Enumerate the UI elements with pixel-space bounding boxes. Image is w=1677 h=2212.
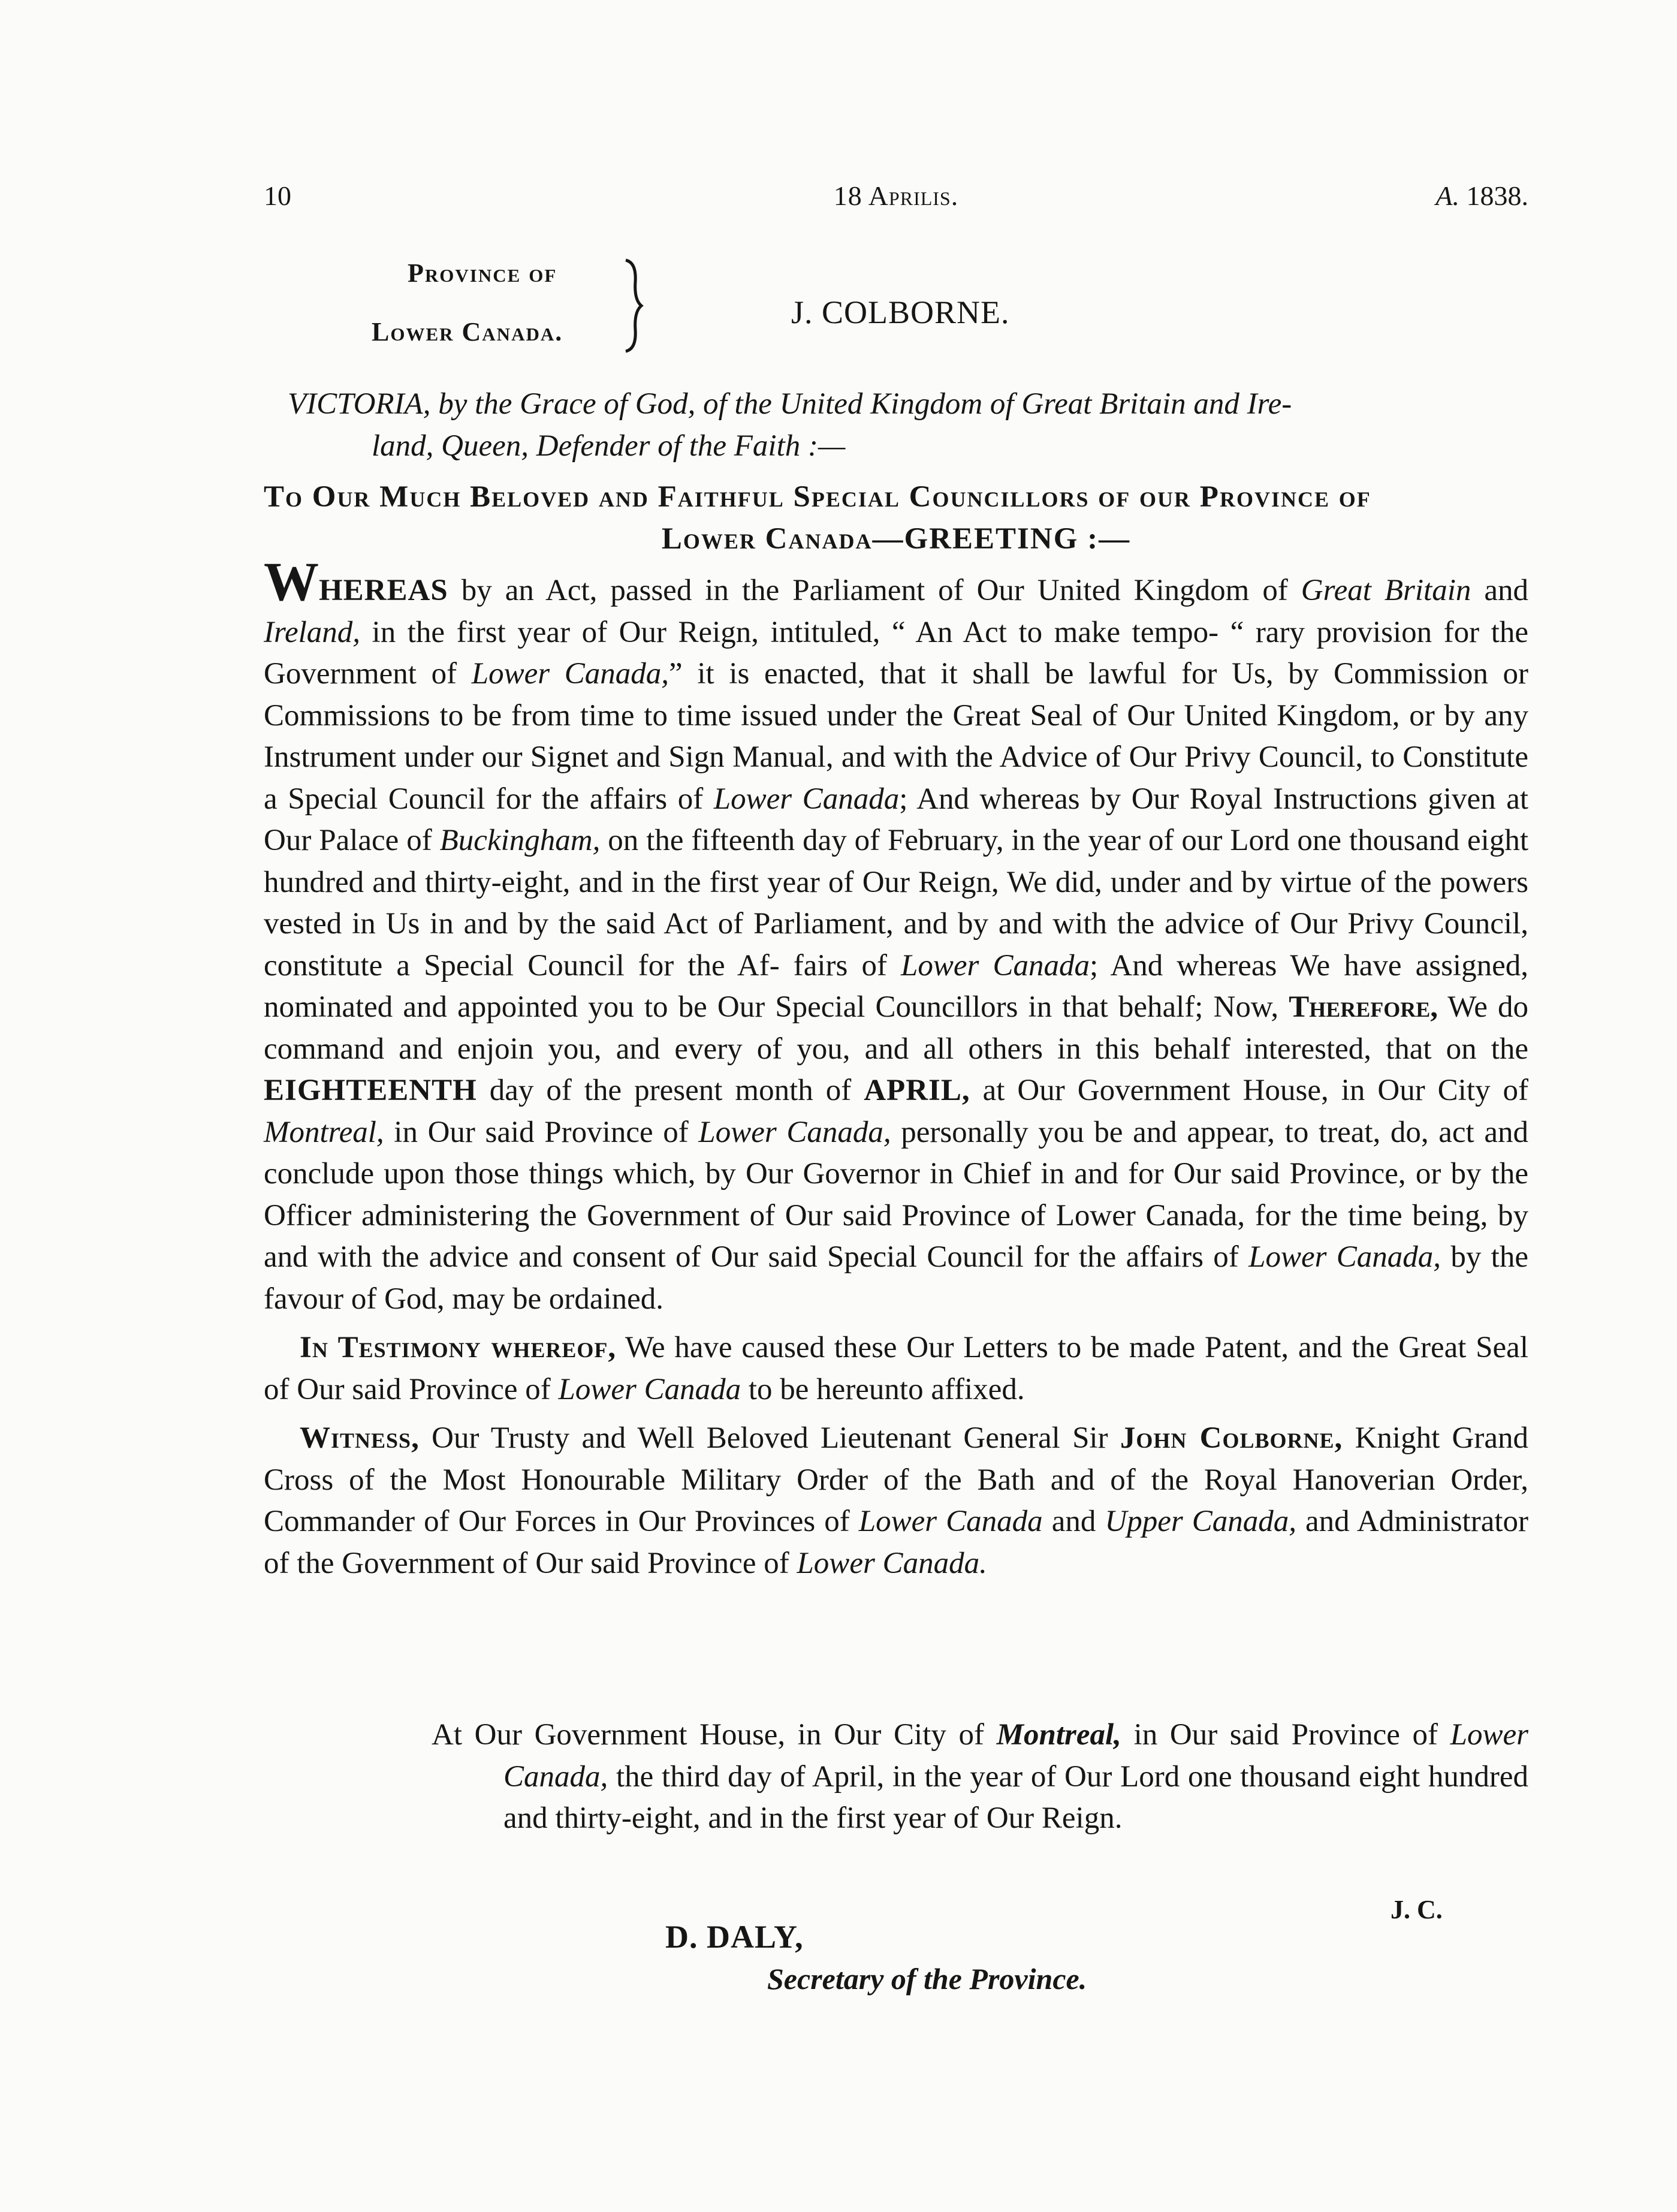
proclamation-body	[264, 384, 1528, 1584]
whereas-text: by an Act, passed in the Parliament of Our United Kingdom of	[448, 574, 1301, 607]
whereas-italic: Lower Canada,	[698, 1115, 891, 1149]
whereas-caps: EIGHTEENTH	[264, 1074, 477, 1107]
title-victoria: VICTORIA,	[288, 387, 431, 421]
province-line2: Lower Canada.	[372, 317, 563, 346]
whereas-italic: Buckingham,	[439, 824, 601, 857]
signoff-italic: Lower Canada,	[503, 1718, 1528, 1794]
whereas-italic: Lower Canada	[901, 948, 1090, 983]
page-date: 18 Aprilis.	[833, 180, 959, 211]
whereas-italic: Lower Canada,	[471, 657, 669, 691]
witness-italic: Upper Canada,	[1105, 1505, 1296, 1538]
signoff-italic: Montreal,	[996, 1718, 1121, 1752]
whereas-text: on the fifteenth day of February, in the year of our Lord one thousand eight hundred and thirty-eight, and in the first year of Our Reign, We did, under and by virtue of the powers vested in Us in and by the said Act of Parliament, and by and with the advice of Our Privy Council, constitute a Special Council for the Af- fairs of	[264, 824, 1528, 983]
witness-text: and	[1042, 1505, 1105, 1538]
witness-lead: Witness,	[300, 1421, 420, 1455]
witness-italic: Lower Canada	[858, 1505, 1043, 1538]
whereas-smallcaps: Therefore,	[1289, 990, 1438, 1024]
whereas-text: ; And whereas by Our Royal Instructions given at Our Palace of	[264, 782, 1528, 857]
whereas-text: at Our Government House, in Our City of	[970, 1074, 1528, 1107]
signoff-text: in Our said Province of	[1121, 1718, 1450, 1752]
province-line1: Province of	[408, 258, 557, 288]
whereas-italic: Great Britain	[1301, 574, 1471, 607]
title-line1: by the Grace of God, of the United Kingdom of Great Britain and Ire-	[438, 387, 1292, 421]
whereas-text: We do command and enjoin you, and every of you, and all others in this behalf interested, that on the	[264, 990, 1528, 1066]
witness-name: John Colborne,	[1120, 1421, 1343, 1455]
whereas-caps: APRIL,	[864, 1074, 970, 1107]
witness-paragraph	[264, 1418, 1528, 1584]
whereas-text: ; And whereas We have assigned, nominated and appointed you to be Our Special Councillors in that behalf; Now,	[264, 948, 1528, 1024]
whereas-text: ” it is enacted, that it shall be lawful for Us, by Commission or Commissions to be from time to time issued under the Great Seal of Our United Kingdom, or by any Instrument under our Signet and Sign Manual, and with the Advice of Our Privy Council, to Constitute a Special Council for the affairs of	[264, 657, 1528, 816]
curly-brace-icon	[621, 258, 645, 354]
signature-initials: J. C.	[1391, 1895, 1443, 1924]
testimony-paragraph	[264, 1327, 1528, 1411]
year-value: 1838.	[1466, 180, 1528, 211]
page-header	[264, 180, 1528, 228]
whereas-text: and	[1471, 574, 1528, 607]
page-number: 10	[264, 180, 291, 211]
signoff-text: the third day of April, in the year of Our Lord one thousand eight hundred and thirty-eight, and in the first year of Our Reign.	[503, 1759, 1528, 1835]
drop-cap: W	[264, 551, 319, 612]
witness-text: and Administrator of the Government of Our said Province of	[264, 1505, 1528, 1580]
testimony-lead: In Testimony whereof,	[300, 1331, 617, 1364]
title-line2-text: land, Queen, Defender of the Faith :—	[372, 429, 846, 463]
whereas-text: in the first year of Our Reign, intituled, “ An Act to make tempo- “ rary provision for the Government of	[264, 615, 1528, 691]
whereas-text: personally you be and appear, to treat, do, act and conclude upon those things which, by Our Governor in Chief in and for Our said Province, or by the Officer administering the Government of Our said Province of Lower Canada, for the time being, by and with the advice and consent of Our said Special Council for the affairs of	[264, 1115, 1528, 1274]
witness-text: Our Trusty and Well Beloved Lieutenant General Sir	[419, 1421, 1120, 1455]
signature-name: D. DALY,	[665, 1919, 804, 1955]
whereas-italic: Ireland,	[264, 615, 360, 649]
signature-title: Secretary of the Province.	[767, 1962, 1087, 1996]
whereas-text: in Our said Province of	[384, 1115, 699, 1149]
testimony-text: We have caused these Our Letters to be made Patent, and the Great Seal of Our said Province of	[264, 1331, 1528, 1406]
whereas-italic: Lower Canada,	[1248, 1240, 1441, 1274]
title-line	[264, 384, 1528, 426]
whereas-italic: Montreal,	[264, 1115, 384, 1149]
signoff-paragraph	[432, 1714, 1528, 1840]
whereas-paragraph	[264, 551, 1528, 1320]
testimony-text: to be hereunto affixed.	[741, 1372, 1025, 1406]
addressee-line1: To Our Much Beloved and Faithful Special Councillors of our Province of	[264, 480, 1371, 514]
whereas-text: day of the present month of	[476, 1074, 864, 1107]
addressee-line2: Lower Canada—GREETING :—	[661, 522, 1131, 556]
witness-italic: Lower Canada.	[797, 1546, 987, 1580]
signoff-text: At Our Government House, in Our City of	[432, 1718, 997, 1752]
whereas-opening: HEREAS	[319, 574, 448, 607]
title-line2	[264, 426, 1528, 468]
whereas-text: by the favour of God, may be ordained.	[264, 1240, 1528, 1316]
year-prefix: A.	[1435, 180, 1459, 211]
witness-text: Knight Grand Cross of the Most Honourable Military Order of the Bath and of the Royal Hanoverian Order, Commander of Our Forces in Our Provinces of	[264, 1421, 1528, 1538]
page-year	[1435, 180, 1528, 212]
testimony-italic: Lower Canada	[558, 1372, 741, 1406]
province-block	[360, 258, 1259, 378]
whereas-italic: Lower Canada	[713, 782, 900, 816]
governor-name: J. COLBORNE.	[791, 294, 1010, 330]
